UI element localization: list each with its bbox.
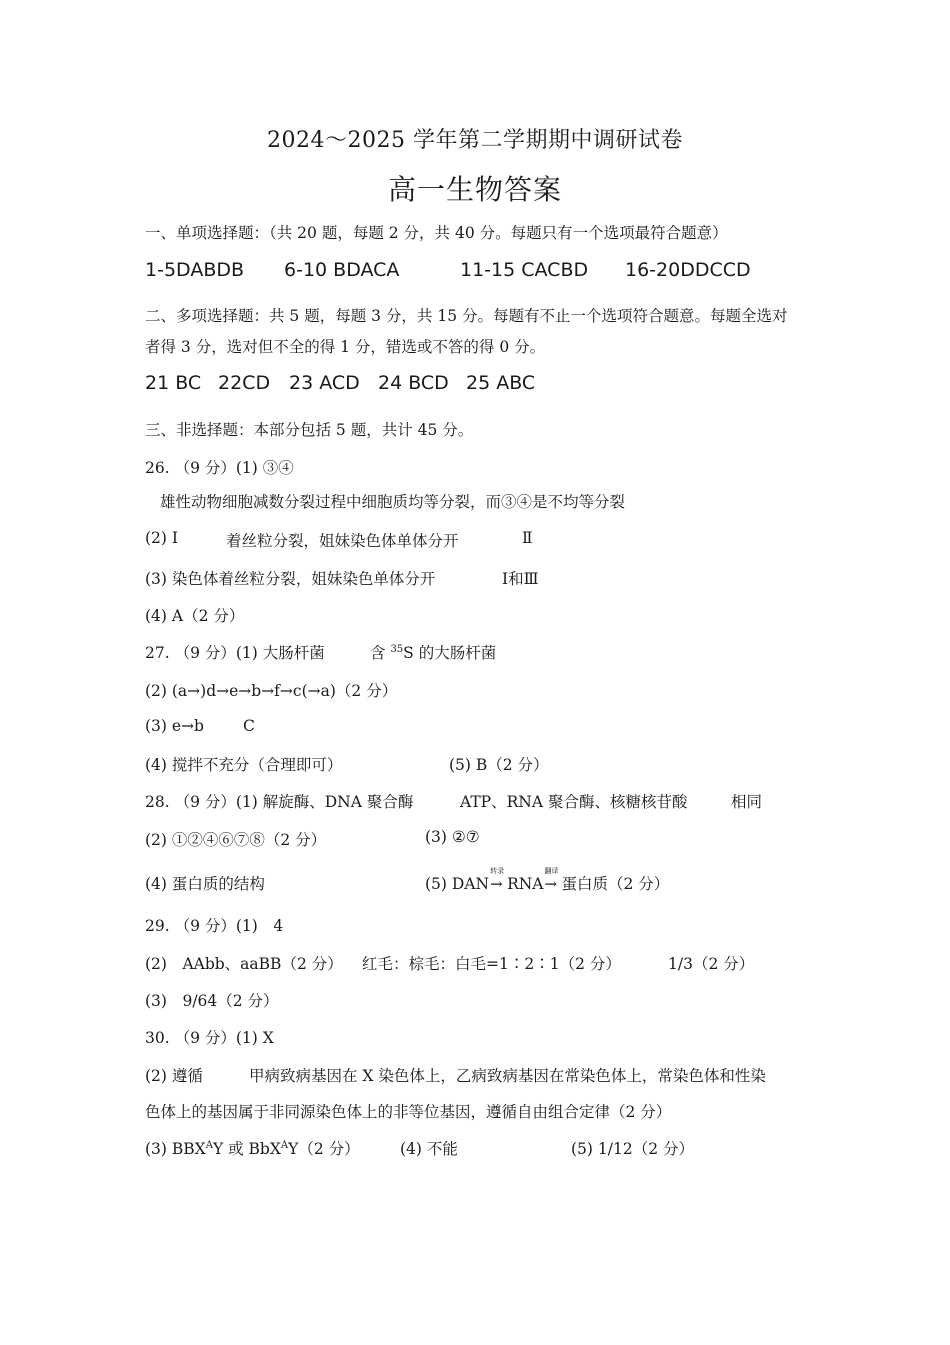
section3-heading: 三、非选择题：本部分包括 5 题，共计 45 分。	[145, 421, 474, 439]
q29-part3: (3) 9/64（2 分）	[145, 992, 279, 1010]
q30-part2-a: (2) 遵循	[145, 1067, 203, 1085]
section2-heading-line2: 者得 3 分，选对但不全的得 1 分，错选或不答的得 0 分。	[145, 338, 546, 356]
q28-part4: (4) 蛋白质的结构	[145, 875, 265, 893]
q29-part2-c: 1/3（2 分）	[668, 955, 755, 973]
answer-group: 22CD	[218, 372, 271, 394]
q30-allele-b: A	[280, 1139, 289, 1151]
answer-group: 21 BC	[145, 372, 202, 394]
q26-part4: (4) A（2 分）	[145, 607, 245, 625]
answer-group: 1-5DABDB	[145, 259, 245, 281]
q30-part2-c: 色体上的基因属于非同源染色体上的非等位基因，遵循自由组合定律（2 分）	[145, 1103, 672, 1121]
answer-group: 25 ABC	[466, 372, 536, 394]
q26-head: 26. （9 分）(1) ③④	[145, 459, 294, 477]
answer-group: 16-20DDCCD	[625, 259, 751, 281]
q30-head: 30. （9 分）(1) X	[145, 1029, 274, 1047]
q28-part5-pre: (5) DAN	[425, 875, 490, 893]
q29-head: 29. （9 分）(1) 4	[145, 917, 284, 935]
answer-group: 6-10 BDACA	[284, 259, 400, 281]
q29-part2-a: (2) AAbb、aaBB（2 分）	[145, 955, 343, 973]
q26-part3-a: (3) 染色体着丝粒分裂，姐妹染色单体分开	[145, 570, 436, 588]
q30-part3-mid: Y 或 BbX	[212, 1140, 281, 1158]
q30-allele-a: A	[205, 1139, 213, 1151]
q28-head-c: 相同	[731, 793, 763, 811]
q27-part2: (2) (a→)d→e→b→f→c(→a)（2 分）	[145, 682, 398, 700]
page-title: 2024～2025 学年第二学期期中调研试卷	[267, 128, 683, 153]
q29-part2-b: 红毛：棕毛：白毛=1∶2∶1（2 分）	[362, 955, 621, 973]
q28-part5-post: 蛋白质（2 分）	[561, 875, 670, 893]
q27-head-b-post: S 的大肠杆菌	[403, 644, 497, 662]
section1-heading: 一、单项选择题：（共 20 题，每题 2 分，共 40 分。每题只有一个选项最符合题意）	[145, 224, 728, 242]
q27-part4: (4) 搅拌不充分（合理即可）	[145, 756, 343, 774]
q26-part2-b: 着丝粒分裂，姐妹染色体单体分开	[226, 532, 459, 550]
q26-part3-b: Ⅰ和Ⅲ	[502, 570, 539, 588]
q28-part2: (2) ①②④⑥⑦⑧（2 分）	[145, 831, 327, 849]
q28-part5-mid: RNA	[507, 875, 544, 893]
q27-head-b-pre: 含	[370, 644, 391, 662]
q28-part3: (3) ②⑦	[425, 828, 480, 846]
q30-part4: (4) 不能	[400, 1140, 458, 1158]
section2-heading-line1: 二、多项选择题：共 5 题，每题 3 分，共 15 分。每题有不止一个选项符合题意。每题全选对	[145, 307, 788, 325]
q28-part5	[425, 867, 670, 894]
q28-head-a: 28. （9 分）(1) 解旋酶、DNA 聚合酶	[145, 793, 414, 811]
q27-head-b	[370, 641, 496, 663]
q27-part5: (5) B（2 分）	[449, 756, 549, 774]
answer-group: 11-15 CACBD	[460, 259, 589, 281]
q30-part2-b: 甲病致病基因在 X 染色体上，乙病致病基因在常染色体上，常染色体和性染	[249, 1067, 766, 1085]
q26-explain: 雄性动物细胞减数分裂过程中细胞质均等分裂，而③④是不均等分裂	[160, 493, 626, 511]
answer-group: 24 BCD	[378, 372, 449, 394]
q27-part3-a: (3) e→b	[145, 717, 204, 735]
q27-part3-b: C	[243, 717, 255, 735]
answer-group: 23 ACD	[289, 372, 360, 394]
q26-part2-c: Ⅱ	[522, 529, 533, 547]
q27-isotope-mass: 35	[390, 643, 404, 655]
q30-part3	[145, 1137, 360, 1159]
q30-part3-pre: (3) BBX	[145, 1140, 206, 1158]
transcription-label: 转录	[490, 867, 505, 875]
translation-arrow: 翻译 →	[544, 867, 559, 893]
translation-label: 翻译	[544, 867, 559, 875]
q27-head-a: 27. （9 分）(1) 大肠杆菌	[145, 644, 325, 662]
q30-part3-post: Y（2 分）	[288, 1140, 360, 1158]
transcription-arrow: 转录 →	[490, 867, 505, 893]
page-subtitle: 高一生物答案	[387, 173, 562, 206]
q28-head-b: ATP、RNA 聚合酶、核糖核苷酸	[460, 793, 688, 811]
q30-part5: (5) 1/12（2 分）	[571, 1140, 694, 1158]
q26-part2-a: (2) Ⅰ	[145, 529, 179, 547]
